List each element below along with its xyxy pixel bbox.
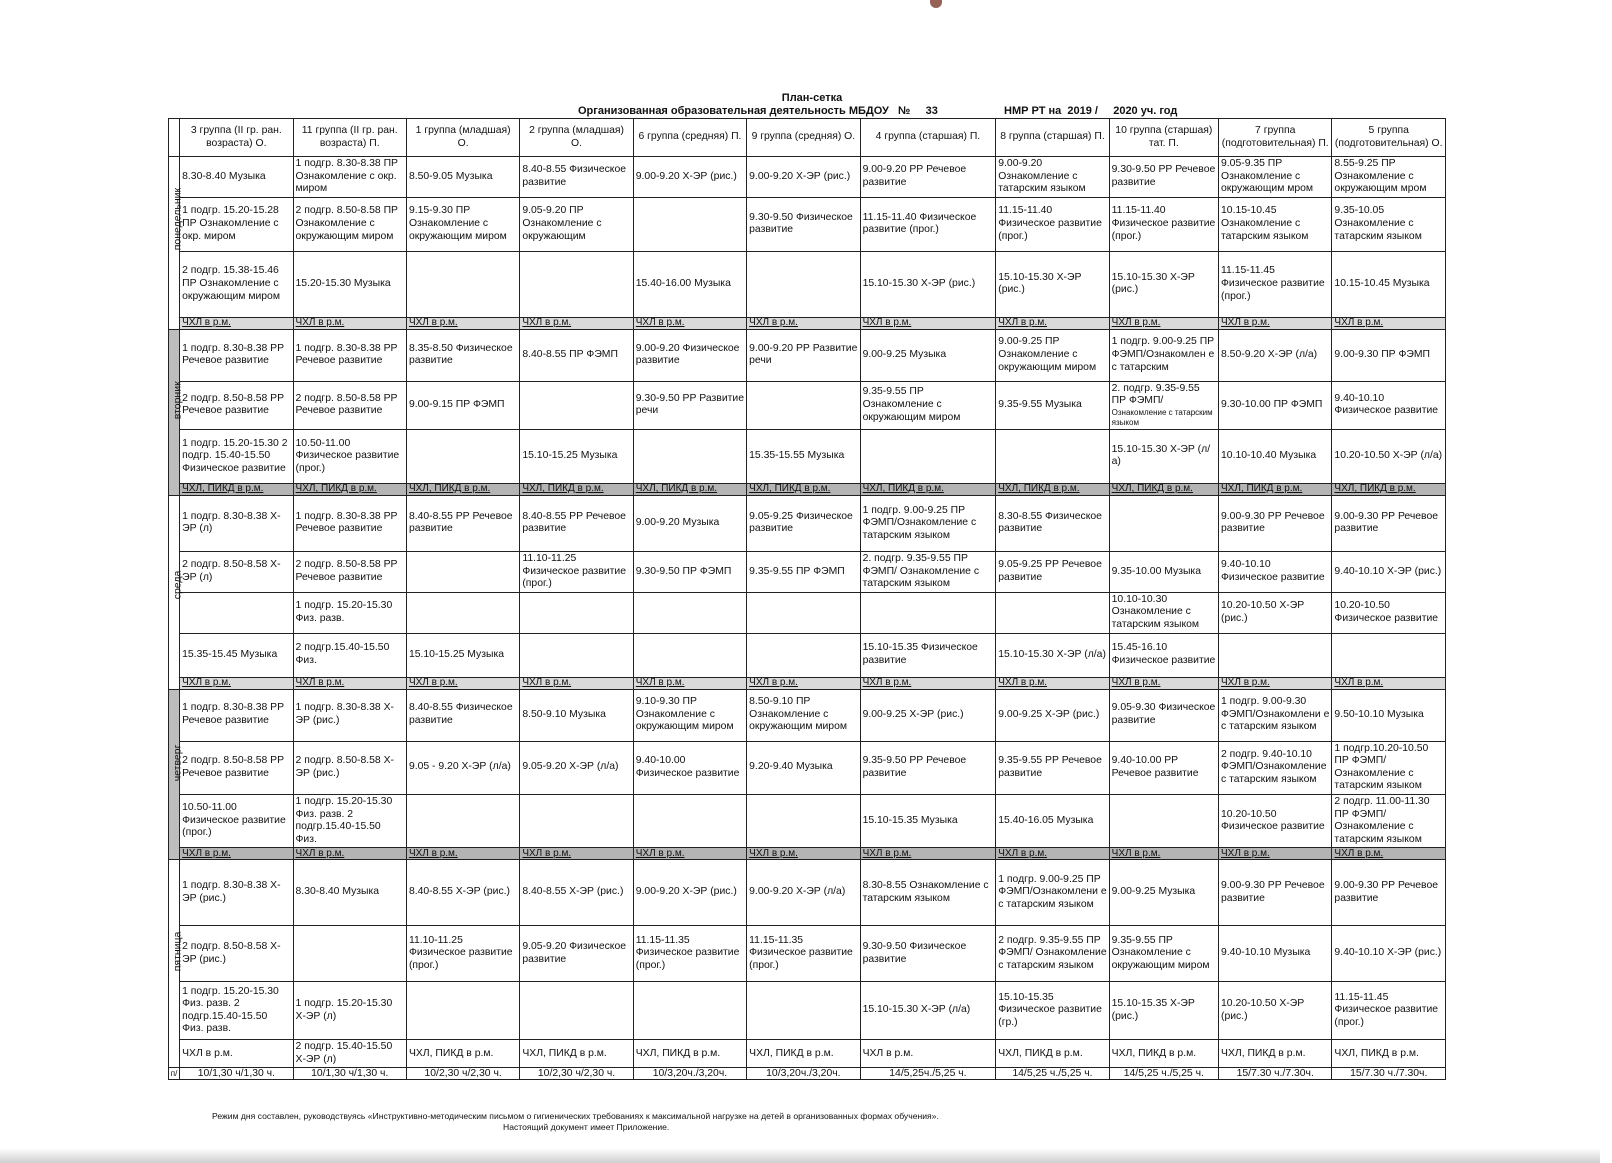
schedule-cell: 15.45-16.10 Физическое развитие bbox=[1109, 633, 1218, 677]
schedule-cell: ЧХЛ, ПИКД в р.м. bbox=[1332, 1040, 1446, 1068]
schedule-cell: 9.30-9.50 Физическое развитие bbox=[860, 926, 996, 982]
table-row bbox=[169, 926, 1446, 982]
schedule-cell bbox=[520, 251, 633, 317]
total-cell: 10/3,20ч./3,20ч. bbox=[747, 1068, 860, 1080]
chxl-cell: ЧХЛ в р.м. bbox=[180, 848, 293, 860]
schedule-cell: 15.10-15.25 Музыка bbox=[520, 429, 633, 483]
schedule-cell: 9.40-10.10 Физическое развитие bbox=[1219, 551, 1332, 592]
schedule-cell: 9.00-9.20 РР Развитие речи bbox=[747, 329, 860, 381]
schedule-cell: 1 подгр. 8.30-8.38 Х-ЭР (рис.) bbox=[180, 860, 293, 926]
schedule-cell: 9.00-9.25 Музыка bbox=[860, 329, 996, 381]
schedule-cell: 2 подгр. 8.50-8.58 Х-ЭР (рис.) bbox=[293, 741, 406, 794]
schedule-cell bbox=[747, 633, 860, 677]
schedule-cell: 9.35-9.55 ПР Ознакомление с окружающим миром bbox=[860, 381, 996, 429]
schedule-cell: 15.10-15.35 Х-ЭР (рис.) bbox=[1109, 982, 1218, 1040]
schedule-cell: 9.40-10.10 Х-ЭР (рис.) bbox=[1332, 551, 1446, 592]
total-cell: 14/5,25 ч./5,25 ч. bbox=[996, 1068, 1109, 1080]
schedule-cell bbox=[747, 251, 860, 317]
schedule-cell bbox=[520, 982, 633, 1040]
schedule-cell: 9.00-9.30 РР Речевое развитие bbox=[1219, 860, 1332, 926]
schedule-cell bbox=[1109, 495, 1218, 551]
schedule-cell: 8.30-8.55 Физическое развитие bbox=[996, 495, 1109, 551]
total-cell: 10/1,30 ч/1,30 ч. bbox=[180, 1068, 293, 1080]
group-header: 5 группа (подготовительная) О. bbox=[1332, 119, 1446, 157]
table-row bbox=[169, 982, 1446, 1040]
group-header: 1 группа (младшая) О. bbox=[406, 119, 519, 157]
total-cell: 10/1,30 ч/1,30 ч. bbox=[293, 1068, 406, 1080]
schedule-cell: ЧХЛ, ПИКД в р.м. bbox=[1219, 1040, 1332, 1068]
table-row bbox=[169, 329, 1446, 381]
schedule-cell: 15.10-15.30 Х-ЭР (рис.) bbox=[860, 251, 996, 317]
schedule-cell bbox=[860, 592, 996, 633]
schedule-cell: 15.10-15.25 Музыка bbox=[406, 633, 519, 677]
chxl-row bbox=[169, 848, 1446, 860]
schedule-cell: 15.35-15.55 Музыка bbox=[747, 429, 860, 483]
schedule-cell: 1 подгр. 8.30-8.38 РР Речевое развитие bbox=[293, 495, 406, 551]
schedule-cell: 1 подгр. 15.20-15.28 ПР Ознакомление с окр. миром bbox=[180, 197, 293, 251]
schedule-cell bbox=[747, 794, 860, 847]
chxl-cell: ЧХЛ в р.м. bbox=[180, 677, 293, 689]
schedule-cell bbox=[406, 251, 519, 317]
schedule-cell: 2 подгр. 8.50-8.58 РР Речевое развитие bbox=[180, 381, 293, 429]
schedule-cell: 2. подгр. 9.35-9.55 ПР ФЭМП/ Ознакомление с татарским языком bbox=[1109, 381, 1218, 429]
schedule-cell: 1 подгр. 8.30-8.38 ПР Ознакомление с окр. миром bbox=[293, 157, 406, 198]
schedule-cell: 8.55-9.25 ПР Ознакомление с окружающим мром bbox=[1332, 157, 1446, 198]
schedule-cell bbox=[1332, 633, 1446, 677]
chxl-cell: ЧХЛ в р.м. bbox=[293, 677, 406, 689]
schedule-cell: 9.00-9.20 Х-ЭР (л/а) bbox=[747, 860, 860, 926]
chxl-cell: ЧХЛ в р.м. bbox=[633, 317, 746, 329]
schedule-cell bbox=[633, 429, 746, 483]
group-header: 9 группа (средняя) О. bbox=[747, 119, 860, 157]
schedule-cell: 10.15-10.45 Ознакомление с татарским языком bbox=[1219, 197, 1332, 251]
schedule-cell: 2 подгр. 8.50-8.58 ПР Ознакомление с окружающим миром bbox=[293, 197, 406, 251]
schedule-cell: 8.30-8.40 Музыка bbox=[180, 157, 293, 198]
schedule-cell: 1 подгр. 15.20-15.30 Физ. разв. 2 подгр.15.40-15.50 Физ. разв. bbox=[180, 982, 293, 1040]
schedule-cell: 1 подгр.10.20-10.50 ПР ФЭМП/Ознакомление с татарским языком bbox=[1332, 741, 1446, 794]
day-label-cell bbox=[169, 157, 184, 330]
schedule-cell: 1 подгр. 9.00-9.25 ПР ФЭМП/Ознакомлени е с татарским языком bbox=[996, 860, 1109, 926]
chxl-cell: ЧХЛ, ПИКД в р.м. bbox=[293, 483, 406, 495]
schedule-cell: 9.00-9.25 Х-ЭР (рис.) bbox=[860, 689, 996, 741]
chxl-cell: ЧХЛ, ПИКД в р.м. bbox=[406, 483, 519, 495]
schedule-cell: 11.10-11.25 Физическое развитие (прог.) bbox=[520, 551, 633, 592]
totals-row bbox=[169, 1068, 1446, 1080]
group-header: 4 группа (старшая) П. bbox=[860, 119, 996, 157]
day-label: пятница bbox=[171, 931, 184, 971]
schedule-cell: 2 подгр.15.40-15.50 Физ. bbox=[293, 633, 406, 677]
table-row bbox=[169, 197, 1446, 251]
schedule-cell: 9.05-9.20 Х-ЭР (л/а) bbox=[520, 741, 633, 794]
schedule-cell bbox=[633, 633, 746, 677]
schedule-cell: 8.50-9.20 Х-ЭР (л/а) bbox=[1219, 329, 1332, 381]
chxl-cell: ЧХЛ, ПИКД в р.м. bbox=[996, 483, 1109, 495]
chxl-cell: ЧХЛ в р.м. bbox=[633, 848, 746, 860]
schedule-cell bbox=[633, 197, 746, 251]
schedule-cell: 15.10-15.35 Музыка bbox=[860, 794, 996, 847]
schedule-cell: ЧХЛ, ПИКД в р.м. bbox=[747, 1040, 860, 1068]
schedule-cell bbox=[633, 592, 746, 633]
schedule-cell: 1 подгр. 15.20-15.30 2 подгр. 15.40-15.50 Физическое развитие bbox=[180, 429, 293, 483]
group-header: 7 группа (подготовительная) П. bbox=[1219, 119, 1332, 157]
chxl-cell: ЧХЛ в р.м. bbox=[1332, 848, 1446, 860]
schedule-cell: 1 подгр. 8.30-8.38 РР Речевое развитие bbox=[180, 689, 293, 741]
schedule-cell bbox=[747, 592, 860, 633]
schedule-cell bbox=[406, 794, 519, 847]
schedule-cell: ЧХЛ, ПИКД в р.м. bbox=[1109, 1040, 1218, 1068]
schedule-cell: 9.50-10.10 Музыка bbox=[1332, 689, 1446, 741]
schedule-cell: 8.40-8.55 Х-ЭР (рис.) bbox=[520, 860, 633, 926]
chxl-cell: ЧХЛ, ПИКД в р.м. bbox=[520, 483, 633, 495]
schedule-cell: 9.00-9.20 Х-ЭР (рис.) bbox=[747, 157, 860, 198]
chxl-cell: ЧХЛ в р.м. bbox=[520, 317, 633, 329]
schedule-cell: 8.40-8.55 Физическое развитие bbox=[406, 689, 519, 741]
schedule-cell: 9.40-10.00 РР Речевое развитие bbox=[1109, 741, 1218, 794]
schedule-cell: 15.10-15.35 Физическое развитие (гр.) bbox=[996, 982, 1109, 1040]
schedule-cell: ЧХЛ, ПИКД в р.м. bbox=[633, 1040, 746, 1068]
schedule-cell: 8.40-8.55 ПР ФЭМП bbox=[520, 329, 633, 381]
schedule-cell: 10.20-10.50 Х-ЭР (л/а) bbox=[1332, 429, 1446, 483]
schedule-cell: 1 подгр. 15.20-15.30 Физ. разв. 2 подгр.15.40-15.50 Физ. bbox=[293, 794, 406, 847]
schedule-cell: 10.10-10.40 Музыка bbox=[1219, 429, 1332, 483]
schedule-cell: 15.10-15.35 Физическое развитие bbox=[860, 633, 996, 677]
schedule-cell: 9.05 - 9.20 Х-ЭР (л/а) bbox=[406, 741, 519, 794]
schedule-cell: 2 подгр. 9.35-9.55 ПР ФЭМП/ Ознакомление с татарским языком bbox=[996, 926, 1109, 982]
day-label: понедельник bbox=[171, 187, 184, 250]
schedule-cell: 10.20-10.50 Х-ЭР (рис.) bbox=[1219, 592, 1332, 633]
schedule-cell: 1 подгр. 8.30-8.38 Х-ЭР (л) bbox=[180, 495, 293, 551]
schedule-cell: 8.40-8.55 РР Речевое развитие bbox=[406, 495, 519, 551]
schedule-cell: 8.35-8.50 Физическое развитие bbox=[406, 329, 519, 381]
schedule-cell bbox=[1219, 633, 1332, 677]
schedule-cell: 9.40-10.10 Музыка bbox=[1219, 926, 1332, 982]
chxl-cell: ЧХЛ, ПИКД в р.м. bbox=[1109, 483, 1218, 495]
schedule-cell: 9.30-9.50 ПР ФЭМП bbox=[633, 551, 746, 592]
schedule-cell bbox=[747, 381, 860, 429]
schedule-cell bbox=[633, 982, 746, 1040]
schedule-cell: 1 подгр. 9.00-9.25 ПР ФЭМП/Ознакомление с татарским языком bbox=[860, 495, 996, 551]
schedule-cell: 10.50-11.00 Физическое развитие (прог.) bbox=[293, 429, 406, 483]
schedule-cell: 9.00-9.20 Х-ЭР (рис.) bbox=[633, 860, 746, 926]
schedule-cell: 11.10-11.25 Физическое развитие (прог.) bbox=[406, 926, 519, 982]
schedule-cell: 15.40-16.00 Музыка bbox=[633, 251, 746, 317]
schedule-cell: 15.10-15.30 Х-ЭР (рис.) bbox=[996, 251, 1109, 317]
schedule-cell: 1 подгр. 15.20-15.30 Х-ЭР (л) bbox=[293, 982, 406, 1040]
day-label-cell bbox=[169, 689, 184, 860]
schedule-cell: 9.40-10.00 Физическое развитие bbox=[633, 741, 746, 794]
group-header: 3 группа (II гр. ран. возраста) О. bbox=[180, 119, 293, 157]
schedule-cell bbox=[1109, 794, 1218, 847]
group-header: 10 группа (старшая) тат. П. bbox=[1109, 119, 1218, 157]
schedule-cell: 9.10-9.30 ПР Ознакомление с окружающим миром bbox=[633, 689, 746, 741]
schedule-cell: 9.00-9.20 Х-ЭР (рис.) bbox=[633, 157, 746, 198]
chxl-cell: ЧХЛ в р.м. bbox=[747, 677, 860, 689]
schedule-cell: 2 подгр. 8.50-8.58 РР Речевое развитие bbox=[293, 551, 406, 592]
schedule-cell: 9.40-10.10 Х-ЭР (рис.) bbox=[1332, 926, 1446, 982]
totals-label: п/ bbox=[169, 1068, 180, 1080]
chxl-cell: ЧХЛ, ПИКД в р.м. bbox=[747, 483, 860, 495]
schedule-cell: 1 подгр. 8.30-8.38 РР Речевое развитие bbox=[293, 329, 406, 381]
schedule-cell bbox=[996, 429, 1109, 483]
chxl-cell: ЧХЛ в р.м. bbox=[1109, 848, 1218, 860]
chxl-cell: ЧХЛ в р.м. bbox=[520, 848, 633, 860]
schedule-cell: 9.00-9.25 Музыка bbox=[1109, 860, 1218, 926]
scan-mark bbox=[930, 0, 942, 8]
schedule-cell bbox=[860, 429, 996, 483]
schedule-cell: 2 подгр. 15.40-15.50 Х-ЭР (л) bbox=[293, 1040, 406, 1068]
table-row bbox=[169, 860, 1446, 926]
day-label-cell bbox=[169, 860, 184, 1068]
schedule-cell: 9.00-9.20 Ознакомление с татарским языком bbox=[996, 157, 1109, 198]
schedule-cell: 1 подгр. 9.00-9.30 ФЭМП/Ознакомлени е с татарским языком bbox=[1219, 689, 1332, 741]
day-label-cell bbox=[169, 495, 184, 689]
schedule-cell: ЧХЛ в р.м. bbox=[180, 1040, 293, 1068]
schedule-cell: 9.00-9.30 ПР ФЭМП bbox=[1332, 329, 1446, 381]
total-cell: 14/5,25 ч./5,25 ч. bbox=[1109, 1068, 1218, 1080]
chxl-cell: ЧХЛ в р.м. bbox=[1109, 677, 1218, 689]
schedule-cell: ЧХЛ, ПИКД в р.м. bbox=[996, 1040, 1109, 1068]
chxl-cell: ЧХЛ, ПИКД в р.м. bbox=[633, 483, 746, 495]
table-row bbox=[169, 429, 1446, 483]
table-row bbox=[169, 251, 1446, 317]
schedule-cell bbox=[406, 551, 519, 592]
chxl-cell: ЧХЛ, ПИКД в р.м. bbox=[180, 483, 293, 495]
doc-title: План-сетка bbox=[781, 92, 843, 104]
schedule-cell: 11.15-11.35 Физическое развитие (прог.) bbox=[633, 926, 746, 982]
scan-edge-shadow bbox=[0, 1148, 1600, 1163]
schedule-cell: 2 подгр. 11.00-11.30 ПР ФЭМП/Ознакомление с татарским языком bbox=[1332, 794, 1446, 847]
total-cell: 10/2,30 ч/2,30 ч. bbox=[520, 1068, 633, 1080]
schedule-cell: 2. подгр. 9.35-9.55 ПР ФЭМП/ Ознакомление с татарским языком bbox=[860, 551, 996, 592]
chxl-row bbox=[169, 483, 1446, 495]
chxl-cell: ЧХЛ в р.м. bbox=[996, 677, 1109, 689]
schedule-cell bbox=[406, 429, 519, 483]
doc-subtitle-year: НМР РТ на 2019 / 2020 уч. год bbox=[1004, 105, 1178, 117]
schedule-cell: 9.35-9.55 ПР ФЭМП bbox=[747, 551, 860, 592]
schedule-cell: 15.20-15.30 Музыка bbox=[293, 251, 406, 317]
cell-subnote: Ознакомление с татарским языком bbox=[1111, 407, 1213, 427]
schedule-cell: 9.05-9.25 Физическое развитие bbox=[747, 495, 860, 551]
schedule-cell: 2 подгр. 8.50-8.58 РР Речевое развитие bbox=[293, 381, 406, 429]
schedule-cell: 11.15-11.40 Физическое развитие (прог.) bbox=[996, 197, 1109, 251]
schedule-cell: ЧХЛ, ПИКД в р.м. bbox=[406, 1040, 519, 1068]
chxl-cell: ЧХЛ в р.м. bbox=[1332, 317, 1446, 329]
schedule-cell bbox=[406, 592, 519, 633]
chxl-cell: ЧХЛ в р.м. bbox=[1109, 317, 1218, 329]
schedule-cell bbox=[520, 794, 633, 847]
total-cell: 10/3,20ч./3,20ч. bbox=[633, 1068, 746, 1080]
total-cell: 10/2,30 ч/2,30 ч. bbox=[406, 1068, 519, 1080]
table-row bbox=[169, 633, 1446, 677]
header-row bbox=[169, 119, 1446, 157]
schedule-cell: 15.10-15.30 Х-ЭР (л/а) bbox=[996, 633, 1109, 677]
chxl-row bbox=[169, 677, 1446, 689]
schedule-cell: 8.50-9.10 ПР Ознакомление с окружающим миром bbox=[747, 689, 860, 741]
schedule-cell bbox=[633, 794, 746, 847]
schedule-cell: 9.40-10.10 Физическое развитие bbox=[1332, 381, 1446, 429]
chxl-cell: ЧХЛ в р.м. bbox=[747, 848, 860, 860]
schedule-cell: 15.10-15.30 Х-ЭР (л/а) bbox=[860, 982, 996, 1040]
schedule-cell: 2 подгр. 15.38-15.46 ПР Ознакомление с окружающим миром bbox=[180, 251, 293, 317]
schedule-cell: 9.00-9.30 РР Речевое развитие bbox=[1332, 860, 1446, 926]
schedule-cell: 1 подгр. 8.30-8.38 РР Речевое развитие bbox=[180, 329, 293, 381]
schedule-cell: 9.30-9.50 РР Развитие речи bbox=[633, 381, 746, 429]
doc-subtitle: Организованная образовательная деятельность МБДОУ № 33 bbox=[578, 105, 938, 117]
schedule-cell: 1 подгр. 15.20-15.30 Физ. разв. bbox=[293, 592, 406, 633]
schedule-cell: 15.40-16.05 Музыка bbox=[996, 794, 1109, 847]
schedule-cell: 15.10-15.30 Х-ЭР (рис.) bbox=[1109, 251, 1218, 317]
group-header: 11 группа (II гр. ран. возраста) П. bbox=[293, 119, 406, 157]
table-row bbox=[169, 381, 1446, 429]
schedule-cell: 9.20-9.40 Музыка bbox=[747, 741, 860, 794]
schedule-cell: 2 подгр. 9.40-10.10 ФЭМП/Ознакомление с татарским языком bbox=[1219, 741, 1332, 794]
chxl-cell: ЧХЛ, ПИКД в р.м. bbox=[860, 483, 996, 495]
chxl-cell: ЧХЛ в р.м. bbox=[406, 677, 519, 689]
schedule-cell: 9.05-9.20 ПР Ознакомление с окружающим bbox=[520, 197, 633, 251]
schedule-cell: 9.05-9.30 Физическое развитие bbox=[1109, 689, 1218, 741]
total-cell: 15/7.30 ч./7.30ч. bbox=[1332, 1068, 1446, 1080]
schedule-cell: 9.00-9.20 Физическое развитие bbox=[633, 329, 746, 381]
schedule-cell: 9.00-9.25 ПР Ознакомление с окружающим миром bbox=[996, 329, 1109, 381]
schedule-cell: 2 подгр. 8.50-8.58 Х-ЭР (рис.) bbox=[180, 926, 293, 982]
schedule-cell: 15.35-15.45 Музыка bbox=[180, 633, 293, 677]
footer-note: Режим дня составлен, руководствуясь «Инструктивно-методическим письмом о гигиенических требованиях к максимальной нагрузке на детей в организованных формах обучения». bbox=[212, 1111, 939, 1121]
day-label: вторник bbox=[171, 381, 184, 420]
schedule-cell bbox=[520, 592, 633, 633]
day-label-cell bbox=[169, 329, 184, 495]
schedule-cell bbox=[406, 982, 519, 1040]
schedule-cell bbox=[180, 592, 293, 633]
chxl-cell: ЧХЛ в р.м. bbox=[406, 317, 519, 329]
chxl-cell: ЧХЛ в р.м. bbox=[180, 317, 293, 329]
schedule-cell bbox=[520, 633, 633, 677]
schedule-cell bbox=[293, 926, 406, 982]
schedule-cell: 2 подгр. 8.50-8.58 РР Речевое развитие bbox=[180, 741, 293, 794]
chxl-cell: ЧХЛ в р.м. bbox=[1332, 677, 1446, 689]
schedule-cell: 10.20-10.50 Физическое развитие bbox=[1219, 794, 1332, 847]
schedule-cell: 9.05-9.35 ПР Ознакомление с окружающим мром bbox=[1219, 157, 1332, 198]
schedule-cell: 9.35-9.55 Музыка bbox=[996, 381, 1109, 429]
table-row bbox=[169, 794, 1446, 847]
table-row bbox=[169, 592, 1446, 633]
chxl-cell: ЧХЛ в р.м. bbox=[1219, 317, 1332, 329]
schedule-cell: 8.40-8.55 Физическое развитие bbox=[520, 157, 633, 198]
schedule-cell: 10.20-10.50 Физическое развитие bbox=[1332, 592, 1446, 633]
schedule-table bbox=[168, 118, 1446, 1080]
table-row bbox=[169, 689, 1446, 741]
schedule-cell: 11.15-11.45 Физическое развитие (прог.) bbox=[1219, 251, 1332, 317]
schedule-cell: 9.05-9.25 РР Речевое развитие bbox=[996, 551, 1109, 592]
schedule-cell: 9.00-9.20 РР Речевое развитие bbox=[860, 157, 996, 198]
group-header: 6 группа (средняя) П. bbox=[633, 119, 746, 157]
schedule-cell: 11.15-11.40 Физическое развитие (прог.) bbox=[1109, 197, 1218, 251]
schedule-cell: 8.30-8.40 Музыка bbox=[293, 860, 406, 926]
chxl-cell: ЧХЛ, ПИКД в р.м. bbox=[1219, 483, 1332, 495]
schedule-cell: 10.10-10.30 Ознакомление с татарским языком bbox=[1109, 592, 1218, 633]
chxl-cell: ЧХЛ в р.м. bbox=[996, 317, 1109, 329]
chxl-cell: ЧХЛ в р.м. bbox=[1219, 677, 1332, 689]
total-cell: 15/7.30 ч./7.30ч. bbox=[1219, 1068, 1332, 1080]
schedule-cell: 9.30-9.50 РР Речевое развитие bbox=[1109, 157, 1218, 198]
chxl-cell: ЧХЛ в р.м. bbox=[747, 317, 860, 329]
chxl-cell: ЧХЛ в р.м. bbox=[520, 677, 633, 689]
chxl-cell: ЧХЛ в р.м. bbox=[633, 677, 746, 689]
schedule-cell bbox=[520, 381, 633, 429]
schedule-cell: 8.40-8.55 РР Речевое развитие bbox=[520, 495, 633, 551]
table-row bbox=[169, 741, 1446, 794]
corner-cell bbox=[169, 119, 180, 157]
table-row bbox=[169, 495, 1446, 551]
schedule-cell: 9.35-10.00 Музыка bbox=[1109, 551, 1218, 592]
schedule-cell: 9.00-9.15 ПР ФЭМП bbox=[406, 381, 519, 429]
schedule-cell: 2 подгр. 8.50-8.58 Х-ЭР (л) bbox=[180, 551, 293, 592]
schedule-cell: 9.00-9.30 РР Речевое развитие bbox=[1219, 495, 1332, 551]
chxl-cell: ЧХЛ в р.м. bbox=[996, 848, 1109, 860]
schedule-cell: ЧХЛ в р.м. bbox=[860, 1040, 996, 1068]
group-header: 8 группа (старшая) П. bbox=[996, 119, 1109, 157]
schedule-cell: 9.00-9.30 РР Речевое развитие bbox=[1332, 495, 1446, 551]
chxl-cell: ЧХЛ в р.м. bbox=[1219, 848, 1332, 860]
chxl-row bbox=[169, 317, 1446, 329]
chxl-cell: ЧХЛ, ПИКД в р.м. bbox=[1332, 483, 1446, 495]
table-row bbox=[169, 157, 1446, 198]
schedule-cell: 1 подгр. 9.00-9.25 ПР ФЭМП/Ознакомлен е с татарским bbox=[1109, 329, 1218, 381]
chxl-cell: ЧХЛ в р.м. bbox=[860, 677, 996, 689]
schedule-cell: 8.50-9.05 Музыка bbox=[406, 157, 519, 198]
schedule-cell: 11.15-11.45 Физическое развитие (прог.) bbox=[1332, 982, 1446, 1040]
schedule-cell: 9.35-10.05 Ознакомление с татарским языком bbox=[1332, 197, 1446, 251]
chxl-cell: ЧХЛ в р.м. bbox=[293, 317, 406, 329]
day-label: четверг bbox=[171, 744, 184, 782]
footer-note-2: Настоящий документ имеет Приложение. bbox=[503, 1122, 670, 1132]
chxl-cell: ЧХЛ в р.м. bbox=[406, 848, 519, 860]
table-row bbox=[169, 1040, 1446, 1068]
schedule-cell: 9.30-9.50 Физическое развитие bbox=[747, 197, 860, 251]
schedule-cell: 9.35-9.50 РР Речевое развитие bbox=[860, 741, 996, 794]
schedule-cell: 11.15-11.40 Физическое развитие (прог.) bbox=[860, 197, 996, 251]
day-label: среда bbox=[171, 570, 184, 600]
schedule-cell: 9.30-10.00 ПР ФЭМП bbox=[1219, 381, 1332, 429]
schedule-cell: 9.00-9.20 Музыка bbox=[633, 495, 746, 551]
schedule-cell bbox=[996, 592, 1109, 633]
schedule-cell: 8.30-8.55 Ознакомление с татарским языком bbox=[860, 860, 996, 926]
schedule-cell: 9.00-9.25 Х-ЭР (рис.) bbox=[996, 689, 1109, 741]
schedule-cell: 10.50-11.00 Физическое развитие (прог.) bbox=[180, 794, 293, 847]
chxl-cell: ЧХЛ в р.м. bbox=[860, 317, 996, 329]
schedule-cell: 9.05-9.20 Физическое развитие bbox=[520, 926, 633, 982]
table-row bbox=[169, 551, 1446, 592]
chxl-cell: ЧХЛ в р.м. bbox=[293, 848, 406, 860]
schedule-cell: 11.15-11.35 Физическое развитие (прог.) bbox=[747, 926, 860, 982]
schedule-cell: 9.35-9.55 ПР Ознакомление с окружающим миром bbox=[1109, 926, 1218, 982]
group-header: 2 группа (младшая) О. bbox=[520, 119, 633, 157]
schedule-cell: 9.35-9.55 РР Речевое развитие bbox=[996, 741, 1109, 794]
total-cell: 14/5,25ч./5,25 ч. bbox=[860, 1068, 996, 1080]
schedule-cell: 9.15-9.30 ПР Ознакомление с окружающим миром bbox=[406, 197, 519, 251]
schedule-cell bbox=[747, 982, 860, 1040]
schedule-cell: 8.40-8.55 Х-ЭР (рис.) bbox=[406, 860, 519, 926]
schedule-cell: 10.15-10.45 Музыка bbox=[1332, 251, 1446, 317]
schedule-cell: 15.10-15.30 Х-ЭР (л/а) bbox=[1109, 429, 1218, 483]
schedule-cell: 8.50-9.10 Музыка bbox=[520, 689, 633, 741]
schedule-cell: 1 подгр. 8.30-8.38 Х-ЭР (рис.) bbox=[293, 689, 406, 741]
chxl-cell: ЧХЛ в р.м. bbox=[860, 848, 996, 860]
schedule-cell: 10.20-10.50 Х-ЭР (рис.) bbox=[1219, 982, 1332, 1040]
schedule-cell: ЧХЛ, ПИКД в р.м. bbox=[520, 1040, 633, 1068]
